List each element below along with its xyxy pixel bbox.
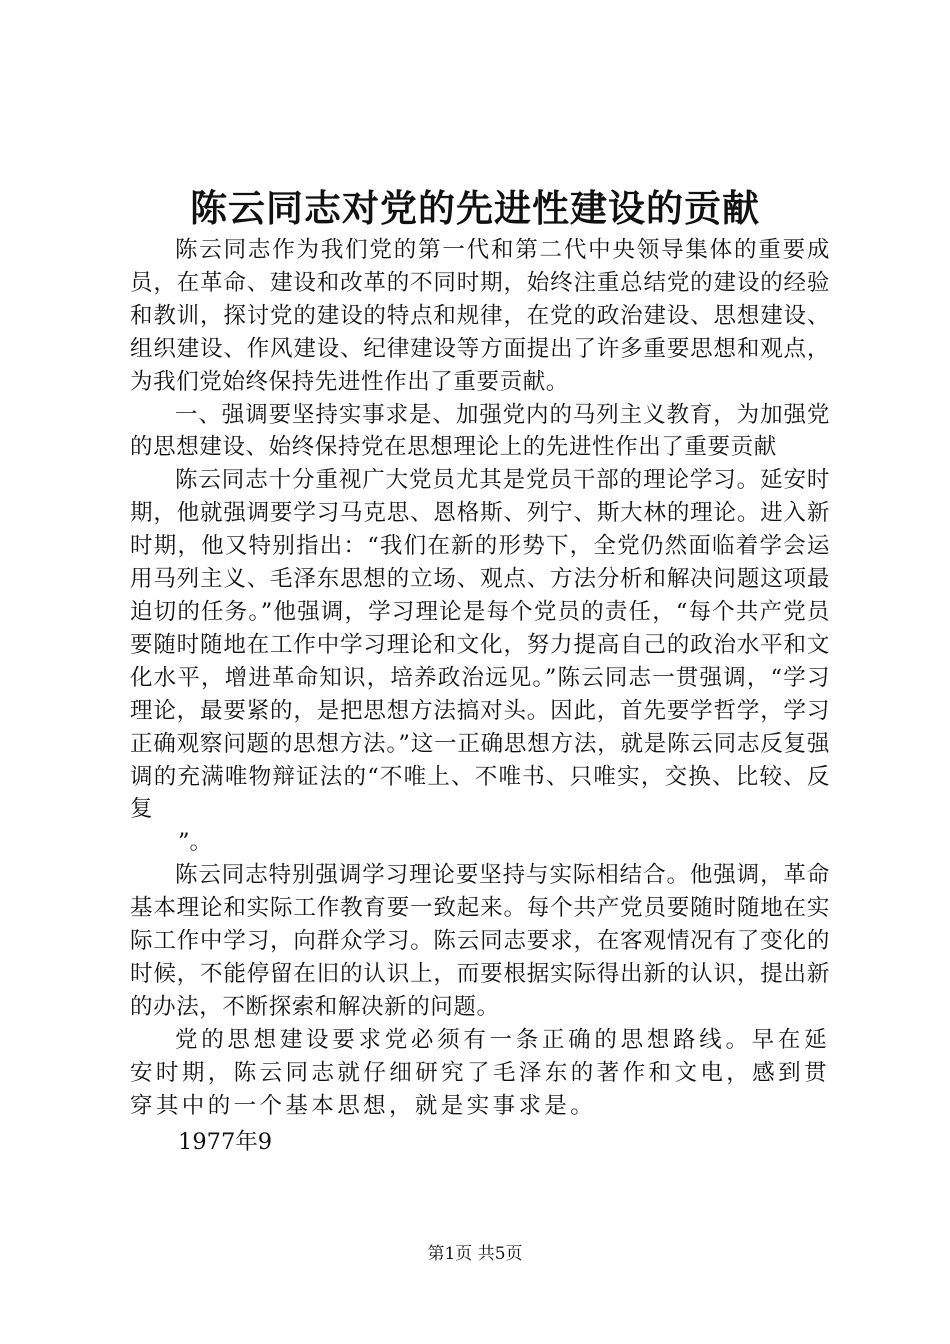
paragraph-ideological-line: 党的思想建设要求党必须有一条正确的思想路线。早在延安时期，陈云同志就仔细研究了毛泽东的著作和文电，感到贯穿其中的一个基本思想，就是实事求是。 xyxy=(130,1026,830,1119)
page-footer: 第1页 共5页 xyxy=(427,1244,523,1264)
section-heading-1: 一、强调要坚持实事求是、加强党内的马列主义教育，为加强党的思想建设、始终保持党在思想理论上的先进性作出了重要贡献 xyxy=(130,401,830,461)
document-body xyxy=(130,234,830,1162)
paragraph-intro: 陈云同志作为我们党的第一代和第二代中央领导集体的重要成员，在革命、建设和改革的不同时期，始终注重总结党的建设的经验和教训，探讨党的建设的特点和规律，在党的政治建设、思想建设、组织建设、作风建设、纪律建设等方面提出了许多重要思想和观点，为我们党始终保持先进性作出了重要贡献。 xyxy=(130,237,830,395)
paragraph-date-fragment: 1977年9 xyxy=(178,1129,273,1156)
page-title: 陈云同志对党的先进性建设的贡献 xyxy=(190,186,760,230)
paragraph-theory-study: 陈云同志十分重视广大党员尤其是党员干部的理论学习。延安时期，他就强调要学习马克思、恩格斯、列宁、斯大林的理论。进入新时期，他又特别指出：“我们在新的形势下，全党仍然面临着学会运用马列主义、毛泽东思想的立场、观点、方法分析和解决问题这项最迫切的任务。”他强调，学习理论是每个党员的责任，“每个共产党员要随时随地在工作中学习理论和文化，努力提高自己的政治水平和文化水平，增进革命知识，培养政治远见。”陈云同志一贯强调，“学习理论，最要紧的，是把思想方法搞对头。因此，首先要学哲学，学习正确观察问题的思想方法。”这一正确思想方法，就是陈云同志反复强调的充满唯物辩证法的“不唯上、不唯书、只唯实，交换、比较、反复 xyxy=(130,467,830,823)
paragraph-theory-practice: 陈云同志特别强调学习理论要坚持与实际相结合。他强调，革命基本理论和实际工作教育要一致起来。每个共产党员要随时随地在实际工作中学习，向群众学习。陈云同志要求，在客观情况有了变化的时候，不能停留在旧的认识上，而要根据实际得出新的认识，提出新的办法，不断探索和解决新的问题。 xyxy=(130,862,830,1020)
paragraph-quote-close: ”。 xyxy=(178,829,213,856)
